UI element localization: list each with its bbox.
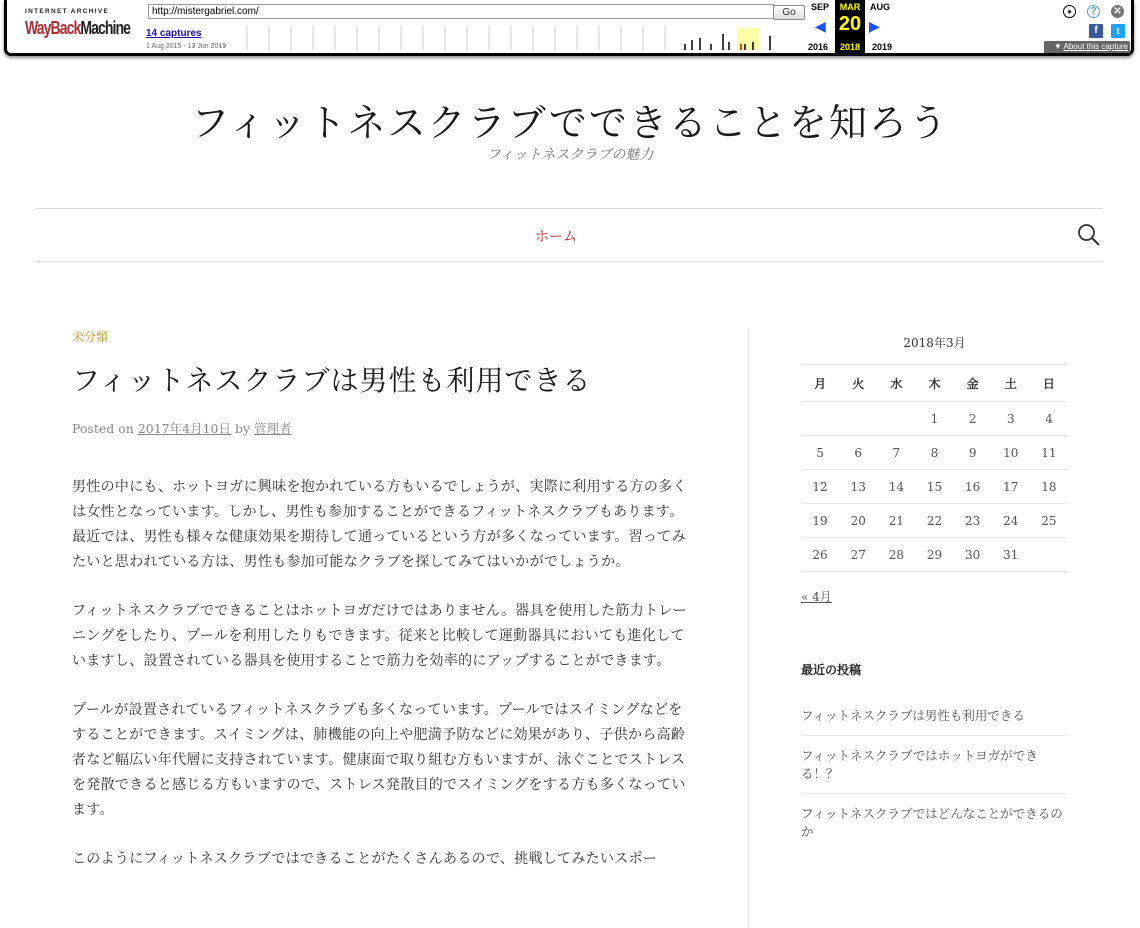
current-year: 2018 (839, 42, 861, 52)
recent-posts-list (801, 696, 1068, 851)
facebook-icon[interactable]: f (1089, 24, 1103, 38)
post-paragraph: フィットネスクラブでできることはホットヨガだけではありません。器具を使用した筋力トレーニングをしたり、プールを利用したりもできます。従来と比較して運動器具においても進化していますし、設置されている器具を使用することで筋力を効率的にアップすることができます。 (72, 603, 687, 669)
calendar-week (801, 470, 1068, 504)
calendar-day: 5 (801, 436, 839, 470)
calendar-day: 16 (954, 470, 992, 504)
weekday-fri: 金 (954, 365, 992, 402)
calendar-day (801, 402, 839, 436)
main-navigation (35, 208, 1103, 262)
calendar-day: 24 (992, 504, 1030, 538)
weekday-mon: 月 (801, 365, 839, 402)
calendar-day: 6 (839, 436, 877, 470)
calendar-day: 20 (839, 504, 877, 538)
wayback-url-input[interactable]: http://mistergabriel.com/ (148, 4, 774, 19)
post-date-link[interactable]: 2017年4月10日 (137, 421, 231, 436)
twitter-icon[interactable]: t (1111, 24, 1125, 38)
calendar-day: 9 (954, 436, 992, 470)
recent-post-link[interactable]: フィットネスクラブではホットヨガができる！？ (801, 736, 1068, 794)
calendar-day: 10 (992, 436, 1030, 470)
next-year[interactable]: 2019 (871, 42, 893, 52)
calendar-day (1030, 538, 1068, 572)
post-category[interactable]: 未分類 (72, 330, 109, 344)
weekday-sun: 日 (1030, 365, 1068, 402)
prev-year[interactable]: 2016 (807, 42, 829, 52)
calendar-caption: 2018年3月 (903, 336, 966, 350)
sidebar (801, 334, 1068, 851)
prev-month[interactable]: SEP (810, 2, 829, 12)
calendar-day: 2 (954, 402, 992, 436)
main-content (72, 328, 692, 872)
calendar-day: 13 (839, 470, 877, 504)
calendar-table (801, 364, 1068, 572)
post-meta (72, 419, 692, 437)
site-description: フィットネスクラブの魅力 (486, 147, 654, 163)
post-paragraph: 男性の中にも、ホットヨガに興味を抱かれている方もいるでしょうが、実際に利用する方の多くは女性となっています。しかし、男性も参加することができるフィットネスクラブもあります。最近では、男性も様々な健康効果を期待して通っているという方が多くなっています。習ってみたいと思われている方は、男性も参加可能なクラブを探してみてはいかがでしょうか。 (72, 479, 687, 570)
calendar-day: 21 (877, 504, 915, 538)
go-button[interactable]: Go (773, 5, 805, 20)
calendar-day: 7 (877, 436, 915, 470)
calendar-week (801, 402, 1068, 436)
calendar-day: 28 (877, 538, 915, 572)
logo-internet-archive: INTERNET ARCHIVE (25, 8, 110, 15)
calendar-week (801, 538, 1068, 572)
calendar-day: 31 (992, 538, 1030, 572)
calendar-day: 18 (1030, 470, 1068, 504)
post-paragraph: このようにフィットネスクラブではできることがたくさんあるので、挑戦してみたいスポー (72, 851, 658, 867)
site-title[interactable]: フィットネスクラブでできることを知ろう (191, 101, 949, 145)
weekday-sat: 土 (992, 365, 1030, 402)
year-dividers (247, 26, 665, 50)
calendar-day: 14 (877, 470, 915, 504)
calendar-day: 11 (1030, 436, 1068, 470)
calendar-day: 26 (801, 538, 839, 572)
current-month: MAR (839, 2, 861, 12)
calendar-day: 17 (992, 470, 1030, 504)
current-day: 20 (838, 13, 862, 35)
calendar-day: 1 (915, 402, 953, 436)
calendar-day: 27 (839, 538, 877, 572)
calendar-day: 25 (1030, 504, 1068, 538)
wayback-logo[interactable] (25, 6, 130, 46)
prev-capture-arrow-icon[interactable]: ◀ (815, 18, 826, 34)
current-capture-date (835, 0, 865, 54)
calendar-day: 30 (954, 538, 992, 572)
calendar-week (801, 504, 1068, 538)
nav-item-home[interactable]: ホーム (535, 229, 577, 245)
calendar-day: 4 (1030, 402, 1068, 436)
wayback-toolbar (4, 0, 1134, 56)
calendar-day: 3 (992, 402, 1030, 436)
post-content (72, 475, 692, 872)
weekday-wed: 水 (877, 365, 915, 402)
weekday-thu: 木 (915, 365, 953, 402)
weekday-tue: 火 (839, 365, 877, 402)
calendar-day (877, 402, 915, 436)
posted-on-label: Posted on (72, 421, 134, 436)
calendar-day: 23 (954, 504, 992, 538)
recent-post-link[interactable]: フィットネスクラブは男性も利用できる (801, 696, 1068, 736)
post-paragraph: プールが設置されているフィットネスクラブも多くなっています。プールではスイミングなどをすることができます。スイミングは、肺機能の向上や肥満予防などに効果があり、子供から高齢者など幅広い年代層に支持されています。健康面で取り組む方もいますが、泳ぐことでストレスを発散できると感じる方もいますので、ストレス発散目的でスイミングをする方も多くなっています。 (72, 702, 686, 818)
recent-posts-heading: 最近の投稿 (801, 663, 862, 677)
calendar-day: 15 (915, 470, 953, 504)
by-label: by (234, 421, 251, 436)
recent-post-link[interactable]: フィットネスクラブではどんなことができるのか (801, 806, 1063, 839)
about-capture-button[interactable]: ▼ About this capture (1044, 41, 1130, 53)
calendar-day: 8 (915, 436, 953, 470)
calendar-day (839, 402, 877, 436)
help-icon[interactable]: ? (1087, 5, 1100, 18)
calendar-day: 12 (801, 470, 839, 504)
calendar-day: 22 (915, 504, 953, 538)
capture-date-range: 1 Aug 2015 - 13 Jun 2019 (146, 43, 227, 50)
close-icon[interactable]: ✕ (1111, 5, 1124, 18)
calendar-day: 19 (801, 504, 839, 538)
captures-link[interactable]: 14 captures (146, 28, 202, 39)
search-icon[interactable] (1077, 223, 1101, 247)
capture-sparkline[interactable] (245, 26, 775, 50)
post-title[interactable]: フィットネスクラブは男性も利用できる (72, 364, 592, 397)
calendar-day: 29 (915, 538, 953, 572)
calendar-weekday-row (801, 365, 1068, 402)
next-capture-arrow-icon[interactable]: ▶ (869, 18, 880, 34)
user-account-icon[interactable]: ● (1063, 5, 1076, 18)
logo-wayback-machine: WayBackMachine (25, 18, 130, 38)
calendar-week (801, 436, 1068, 470)
post-author-link[interactable]: 管理者 (254, 421, 292, 436)
calendar-prev-month-link[interactable]: « 4月 (801, 590, 832, 604)
sidebar-divider (748, 328, 749, 928)
next-month[interactable]: AUG (870, 2, 890, 12)
